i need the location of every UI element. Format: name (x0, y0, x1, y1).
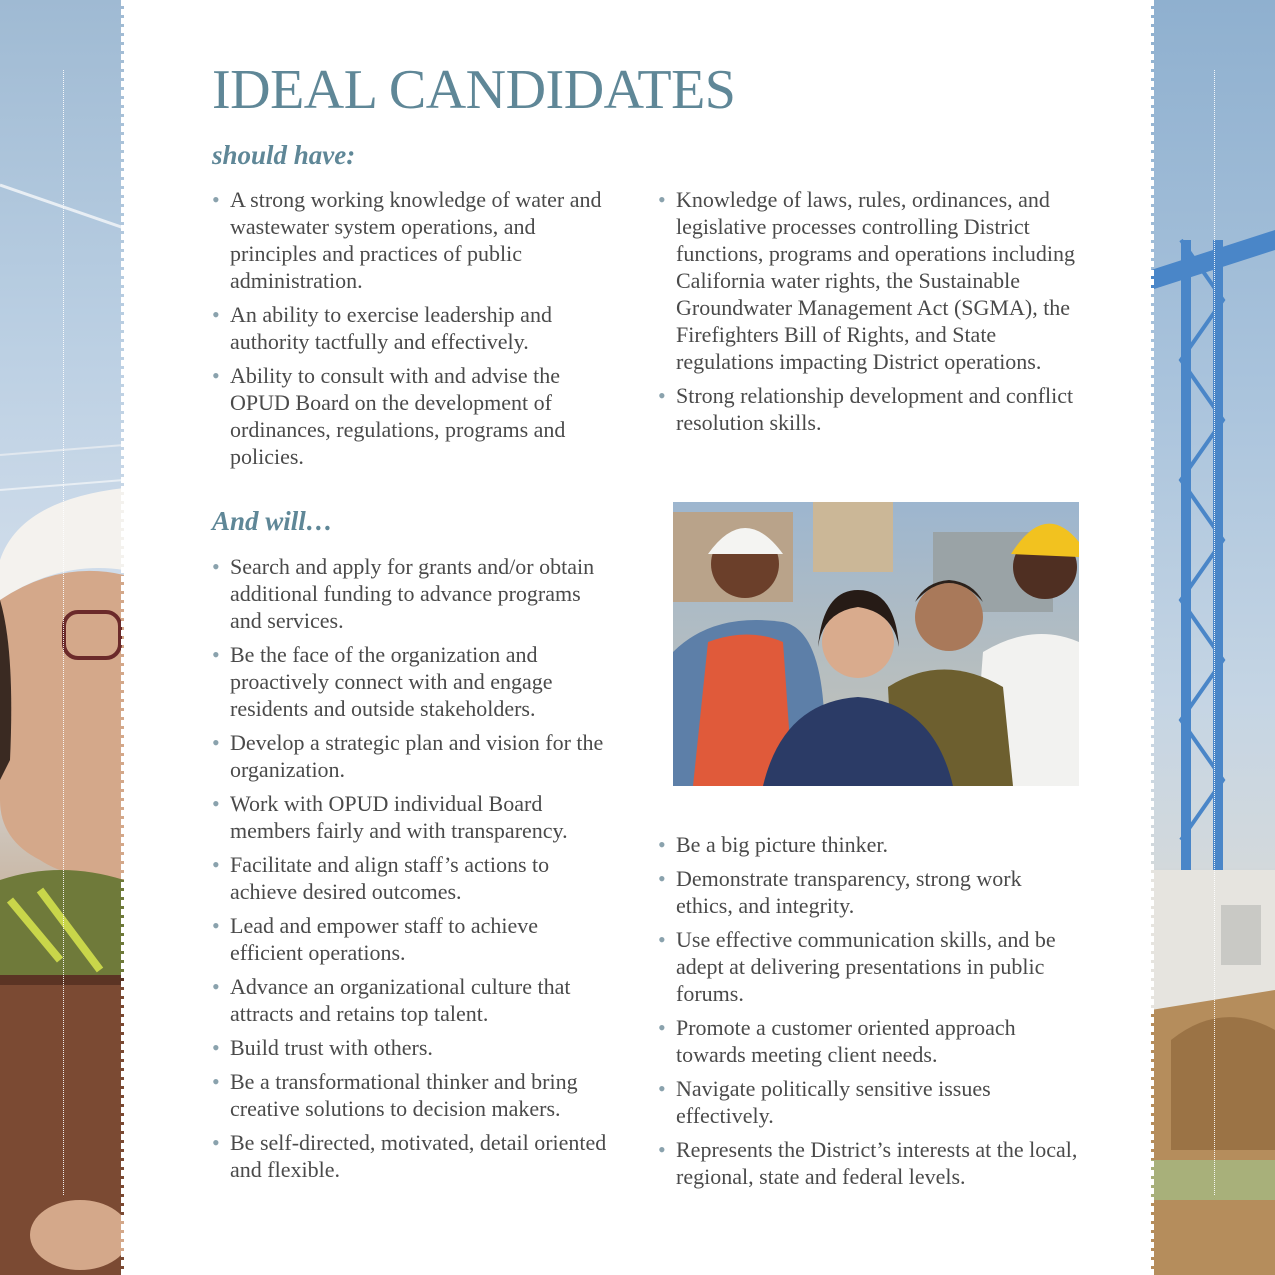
worker-with-clipboard-photo (0, 0, 124, 1275)
and-will-item: • Work with OPUD individual Board members fairly and with transparency. (212, 790, 607, 844)
and-will-item: • Facilitate and align staff’s actions to achieve desired outcomes. (212, 851, 607, 905)
and-will-heading: And will… (212, 506, 333, 536)
and-will-item: • Develop a strategic plan and vision for the organization. (212, 729, 607, 783)
and-will-item: • Be a transformational thinker and bring creative solutions to decision makers. (212, 1068, 607, 1122)
should-have-item: • Strong relationship development and conflict resolution skills. (658, 382, 1078, 436)
right-perforation (1151, 0, 1154, 1275)
should-have-list-left (212, 186, 607, 477)
and-will-item: • Use effective communication skills, and be adept at delivering presentations in public forums. (658, 926, 1078, 1007)
right-photo-strip (1151, 0, 1275, 1275)
and-will-item: • Build trust with others. (212, 1034, 607, 1061)
should-have-heading: should have: (212, 140, 356, 170)
should-have-item: • Ability to consult with and advise the OPUD Board on the development of ordinances, regulations, programs and policies. (212, 362, 607, 470)
left-perforation (121, 0, 124, 1275)
should-have-item: • Knowledge of laws, rules, ordinances, and legislative processes controlling District functions, programs and operations including California water rights, the Sustainable Groundwater Management Act (SGMA), the Firefighters Bill of Rights, and State regulations impacting District operations. (658, 186, 1078, 375)
should-have-item: • An ability to exercise leadership and authority tactfully and effectively. (212, 301, 607, 355)
page-title: IDEAL CANDIDATES (212, 59, 736, 121)
and-will-item: • Search and apply for grants and/or obtain additional funding to advance programs and services. (212, 553, 607, 634)
left-dotted-line (63, 70, 64, 1195)
and-will-item: • Lead and empower staff to achieve efficient operations. (212, 912, 607, 966)
and-will-item: • Be self-directed, motivated, detail oriented and flexible. (212, 1129, 607, 1183)
should-have-item: • A strong working knowledge of water and wastewater system operations, and principles and practices of public administration. (212, 186, 607, 294)
and-will-item: • Promote a customer oriented approach towards meeting client needs. (658, 1014, 1078, 1068)
and-will-item: • Demonstrate transparency, strong work ethics, and integrity. (658, 865, 1078, 919)
construction-crane-photo (1151, 0, 1275, 1275)
and-will-item: • Advance an organizational culture that attracts and retains top talent. (212, 973, 607, 1027)
and-will-item: • Be the face of the organization and proactively connect with and engage residents and outside stakeholders. (212, 641, 607, 722)
and-will-item: • Be a big picture thinker. (658, 831, 1078, 858)
right-dotted-line (1214, 70, 1215, 1195)
and-will-list-right (658, 831, 1078, 1197)
and-will-item: • Represents the District’s interests at the local, regional, state and federal levels. (658, 1136, 1078, 1190)
team-photo (673, 502, 1079, 786)
should-have-list-right (658, 186, 1078, 443)
left-photo-strip (0, 0, 124, 1275)
and-will-list-left (212, 553, 607, 1190)
and-will-item: • Navigate politically sensitive issues effectively. (658, 1075, 1078, 1129)
